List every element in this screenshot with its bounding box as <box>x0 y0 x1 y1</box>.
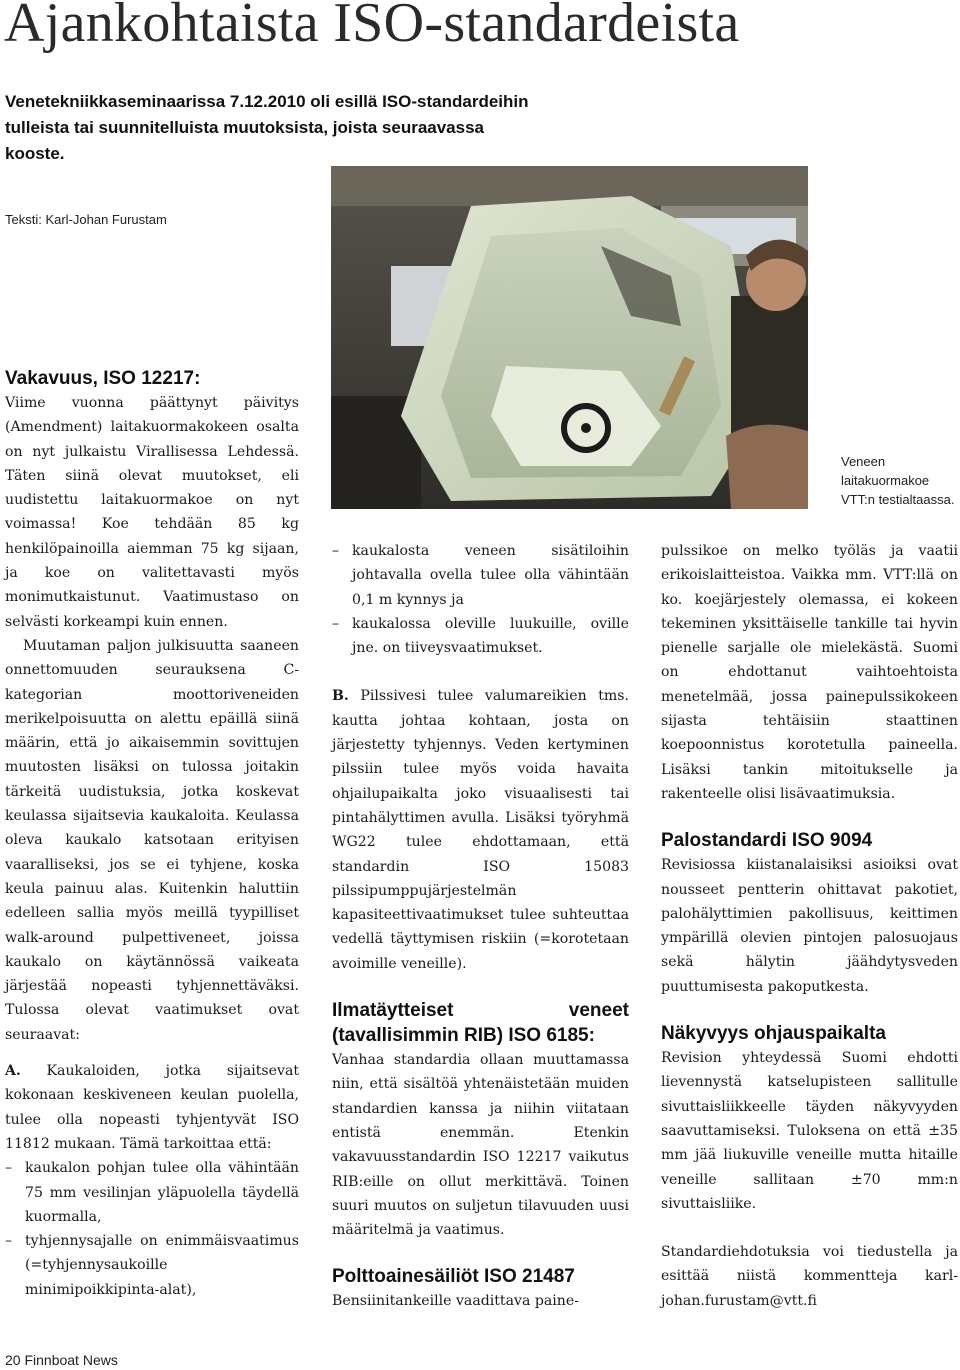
paragraph: Revision yhteydessä Suomi ehdotti lievennystä katselupisteen sallitulle sivuttaisliikkeelle täyden näkyvyyden saavuttamiseksi. Tuloksena on että ±35 mm jää liukuville veneille mutta hitaille veneille sallitaan ±70 mm:n sivuttaisliike. <box>661 1050 958 1212</box>
paragraph: pulssikoe on melko työläs ja vaatii erikoislaitteistoa. Vaikka mm. VTT:llä on ko. koejärjestely olemassa, ei kokeen tekeminen yksittäiselle tankille tai hyvin pienelle sarjalle ole mielekästä. Suomi on ehdottanut vaihtoehtoista menetelmää, jossa painepulssikokeen sijasta tehtäisiin staattinen koepoonnistus korotetulla paineella. Lisäksi tankin mitoitukselle ja rakenteelle olisi lisävaatimuksia. <box>661 543 958 802</box>
byline: Teksti: Karl-Johan Furustam <box>5 212 167 227</box>
heading-fire-standard: Palostandardi ISO 9094 <box>661 830 873 852</box>
photo-caption: Veneen laitakuormakoe VTT:n testialtaassa. <box>841 454 955 507</box>
dash-mark: – <box>5 1233 13 1250</box>
dash-mark: – <box>332 615 340 632</box>
text-b: Pilssivesi tulee valumareikien tms. kautta johtaa kohtaan, josta on järjestetty tyhjennys. Veden kertyminen pilssiin tulee myös voida havaita ohjailupaikalta joko visuaalisesti tai pintahälyttimen avulla. Lisäksi työryhmä WG22 tulee ehdottamaan, että standardin ISO 15083 pilssipumppujärjestelmän kapasiteettivaatimukset tulee suhteuttaa vedellä täyttymisen riskiin (=korotetaan avoimille veneille). <box>332 688 629 972</box>
contact-paragraph: Standardiehdotuksia voi tiedustella ja esittää niistä kommentteja karl-johan.furustam@vtt.fi <box>661 1244 958 1309</box>
paragraph: Viime vuonna päättynyt päivitys (Amendment) laitakuormakokeen osalta on nyt julkaistu Virallisessa Lehdessä. Täten siinä olevat muutokset, eli uudistettu laitakuormakoe on nyt voimassa! Koe tehdään 85 kg henkilöpainoilla aiemman 75 kg sijaan, ja koe on valitettavasti myös monimutkaistunut. Vaatimustaso on selvästi korkeampi kuin ennen. <box>5 395 299 630</box>
label-a: A. <box>5 1063 21 1080</box>
list-item <box>5 1229 299 1302</box>
list-item-text: tyhjennysajalle on enimmäisvaatimus (=tyhjennysaukoille minimipoikkipinta-alat), <box>25 1233 299 1298</box>
column-2 <box>332 539 629 1314</box>
list-item-text: kaukalosta veneen sisätiloihin johtavalla ovella tulee olla vähintään 0,1 m kynnys ja <box>352 543 629 608</box>
paragraph-a <box>5 1059 299 1156</box>
column-1 <box>5 366 299 1302</box>
column-3 <box>661 539 958 1313</box>
list-item <box>5 1156 299 1229</box>
heading-stability: Vakavuus, ISO 12217: <box>5 368 201 389</box>
paragraph: Bensiinitankeille vaadittava paine- <box>332 1293 579 1310</box>
list-item <box>332 612 629 661</box>
list-item-text: kaukalossa oleville luukuille, oville jne. on tiiveysvaatimukset. <box>352 615 629 657</box>
boat-photo-icon <box>331 166 808 509</box>
text-a: Kaukaloiden, jotka sijaitsevat kokonaan keskiveneen keulan puolella, tulee olla nopeasti tyhjentyvät ISO 11812 mukaan. Tämä tarkoittaa että: <box>5 1063 300 1152</box>
heading-fuel-tanks: Polttoainesäiliöt ISO 21487 <box>332 1266 575 1288</box>
heading-inflatable: Ilmatäytteiset veneet (tavallisimmin RIB) ISO 6185: <box>332 1000 629 1047</box>
dash-mark: – <box>5 1160 13 1177</box>
boat-photo <box>331 166 808 509</box>
dash-mark: – <box>332 543 340 559</box>
label-b: B. <box>332 688 349 705</box>
paragraph-b <box>332 684 629 976</box>
article-lead: Venetekniikkaseminaarissa 7.12.2010 oli esillä ISO-standardeihin tulleista tai suunnitelluista muutoksista, joista seuraavassa kooste. <box>5 92 529 163</box>
article-title: Ajankohtaista ISO-standardeista <box>4 0 740 54</box>
paragraph: Muutaman paljon julkisuutta saaneen onnettomuuden seurauksena C-kategorian moottoriveneiden merikelpoisuutta on alettu epäillä siinä määrin, että jo aikaisemmin sovittujen muutosten lisäksi on tulossa joitakin tärkeitä uudistuksia, jotka koskevat keulassa sijaitsevia kaukaloita. Keulassa oleva kaukalo katsotaan erityisen vaaralliseksi, jos se ei tyhjene, koska keula painuu alas. Kuitenkin haluttiin edelleen sallia myös meillä tyypilliset walk-around pulpettiveneet, joissa kaukalo on käytännössä vaikeata järjestää nopeasti tyhjennettäväksi. Tulossa olevat vaatimukset ovat seuraavat: <box>5 637 299 1043</box>
list-item <box>332 539 629 612</box>
heading-visibility: Näkyvyys ohjauspaikalta <box>661 1023 886 1045</box>
paragraph: Revisiossa kiistanalaisiksi asioiksi ovat nousseet pentterin ohittavat pakotiet, palohälyttimien pakollisuus, keittimen ympärillä olevien pintojen palosuojaus sekä hälytin jäähdytysveden puuttumisesta pakoputkesta. <box>661 857 958 995</box>
page-folio: 20 Finnboat News <box>5 1352 118 1368</box>
list-item-text: kaukalon pohjan tulee olla vähintään 75 mm vesilinjan yläpuolella täydellä kuormalla, <box>25 1160 299 1225</box>
paragraph: Vanhaa standardia ollaan muuttamassa niin, että sisältöä yhtenäistetään muiden standardien kanssa ja niihin viitataan entistä enemmän. Etenkin vakavuusstandardin ISO 12217 vaikutus RIB:eille on ollut merkittävä. Toinen suuri muutos on suljetun tilavuuden uusi määritelmä ja vaatimus. <box>332 1052 629 1239</box>
